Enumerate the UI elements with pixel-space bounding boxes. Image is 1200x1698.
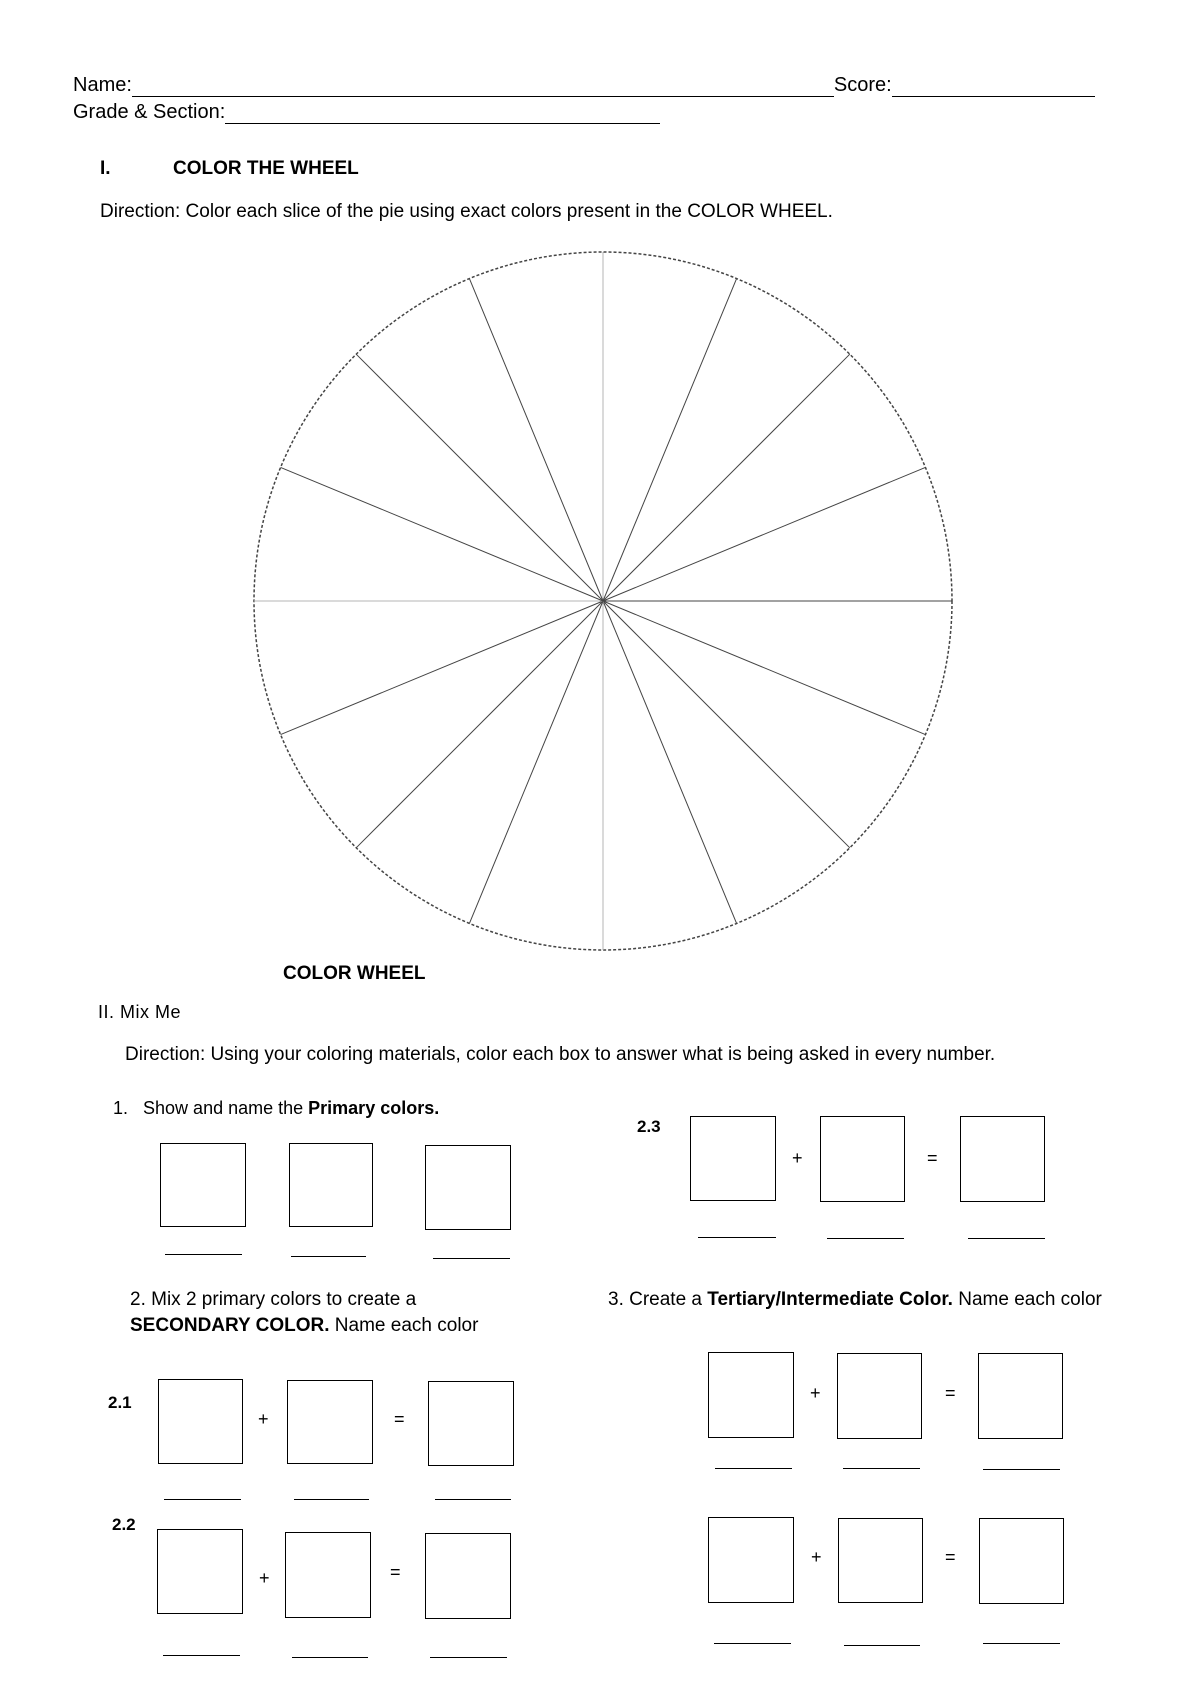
- tertiary-row2-blank-2[interactable]: [844, 1645, 920, 1646]
- tertiary-row1-blank-2[interactable]: [843, 1468, 920, 1469]
- tertiary-row1-blank-1[interactable]: [715, 1468, 792, 1469]
- tertiary-row2-plus: +: [811, 1547, 822, 1567]
- tertiary-row1-box-3[interactable]: [978, 1353, 1063, 1439]
- wheel-slice-divider: [356, 354, 603, 601]
- item1-text-bold: Primary colors.: [308, 1098, 440, 1118]
- wheel-slice-divider: [603, 601, 850, 848]
- primary-box-3[interactable]: [425, 1145, 511, 1230]
- wheel-slice-divider: [603, 354, 850, 601]
- wheel-slice-divider: [603, 601, 737, 923]
- mix-2-2-box-1[interactable]: [157, 1529, 243, 1614]
- sub-2-1-label: 2.1: [108, 1393, 132, 1412]
- primary-blank-1[interactable]: [165, 1254, 242, 1255]
- tertiary-row1-equals: =: [945, 1383, 956, 1403]
- mix-2-1-equals: =: [394, 1409, 405, 1429]
- mix-2-1-blank-3[interactable]: [435, 1499, 511, 1500]
- tertiary-row2-box-2[interactable]: [838, 1518, 923, 1603]
- wheel-slice-divider: [603, 601, 925, 735]
- part2-direction: Direction: Using your coloring materials, color each box to answer what is being asked in every number.: [125, 1044, 996, 1065]
- item2-text-bold: SECONDARY COLOR.: [130, 1315, 330, 1336]
- mix-2-2-plus: +: [259, 1568, 270, 1588]
- item1-text: [113, 1098, 439, 1119]
- primary-blank-2[interactable]: [291, 1256, 366, 1257]
- mix-2-2-equals: =: [390, 1562, 401, 1582]
- item2-text-before: 2. Mix 2 primary colors to create a: [130, 1289, 417, 1310]
- item3-text-bold: Tertiary/Intermediate Color.: [707, 1289, 953, 1310]
- item3-text-after: Name each color: [952, 1289, 1102, 1310]
- mix-2-2-box-3[interactable]: [425, 1533, 511, 1619]
- mix-2-3-box-1[interactable]: [690, 1116, 776, 1201]
- mix-2-1-blank-1[interactable]: [164, 1499, 241, 1500]
- sub-2-2-label: 2.2: [112, 1515, 136, 1534]
- wheel-slice-divider: [469, 601, 603, 923]
- tertiary-row2-box-3[interactable]: [979, 1518, 1064, 1604]
- tertiary-row1-box-1[interactable]: [708, 1352, 794, 1438]
- tertiary-row2-equals: =: [945, 1547, 956, 1567]
- sub-2-3-label: 2.3: [637, 1117, 661, 1136]
- item2-text: [130, 1287, 510, 1339]
- mix-2-2-box-2[interactable]: [285, 1532, 371, 1618]
- mix-2-1-box-2[interactable]: [287, 1380, 373, 1464]
- part1-number: I.: [100, 158, 111, 179]
- mix-2-3-box-2[interactable]: [820, 1116, 905, 1202]
- mix-2-1-blank-2[interactable]: [294, 1499, 369, 1500]
- mix-2-1-box-1[interactable]: [158, 1379, 243, 1464]
- part1-title: COLOR THE WHEEL: [173, 158, 359, 179]
- wheel-slice-divider: [356, 601, 603, 848]
- tertiary-row2-box-1[interactable]: [708, 1517, 794, 1603]
- mix-2-3-equals: =: [927, 1148, 938, 1168]
- wheel-caption: COLOR WHEEL: [283, 963, 426, 984]
- tertiary-row1-plus: +: [810, 1383, 821, 1403]
- name-label: Name:: [73, 74, 132, 96]
- primary-box-1[interactable]: [160, 1143, 246, 1227]
- mix-2-1-box-3[interactable]: [428, 1381, 514, 1466]
- wheel-slice-divider: [281, 601, 603, 735]
- mix-2-2-blank-2[interactable]: [292, 1657, 368, 1658]
- wheel-slice-divider: [469, 279, 603, 601]
- wheel-slice-divider: [603, 279, 737, 601]
- grade-label: Grade & Section:: [73, 101, 226, 123]
- tertiary-row2-blank-1[interactable]: [714, 1643, 791, 1644]
- primary-box-2[interactable]: [289, 1143, 373, 1227]
- tertiary-row1-box-2[interactable]: [837, 1353, 922, 1439]
- mix-2-3-blank-1[interactable]: [698, 1237, 776, 1238]
- score-label: Score:: [833, 74, 892, 96]
- part1-direction: Direction: Color each slice of the pie using exact colors present in the COLOR WHEEL.: [100, 201, 833, 222]
- primary-blank-3[interactable]: [433, 1258, 510, 1259]
- item1-number: 1.: [113, 1098, 129, 1118]
- mix-2-1-plus: +: [258, 1409, 269, 1429]
- part2-title: II. Mix Me: [98, 1002, 182, 1022]
- mix-2-3-blank-2[interactable]: [827, 1238, 904, 1239]
- mix-2-2-blank-3[interactable]: [430, 1657, 507, 1658]
- mix-2-3-box-3[interactable]: [960, 1116, 1045, 1202]
- wheel-slice-divider: [281, 467, 603, 601]
- item2-text-after: Name each color: [329, 1315, 479, 1336]
- tertiary-row2-blank-3[interactable]: [983, 1643, 1060, 1644]
- mix-2-3-blank-3[interactable]: [968, 1238, 1045, 1239]
- wheel-slice-divider: [603, 467, 925, 601]
- tertiary-row1-blank-3[interactable]: [983, 1469, 1060, 1470]
- item1-text-before: Show and name the: [143, 1098, 309, 1118]
- mix-2-3-plus: +: [792, 1148, 803, 1168]
- item3-text-before: 3. Create a: [608, 1289, 708, 1310]
- mix-2-2-blank-1[interactable]: [163, 1655, 240, 1656]
- item3-text: [608, 1287, 1148, 1313]
